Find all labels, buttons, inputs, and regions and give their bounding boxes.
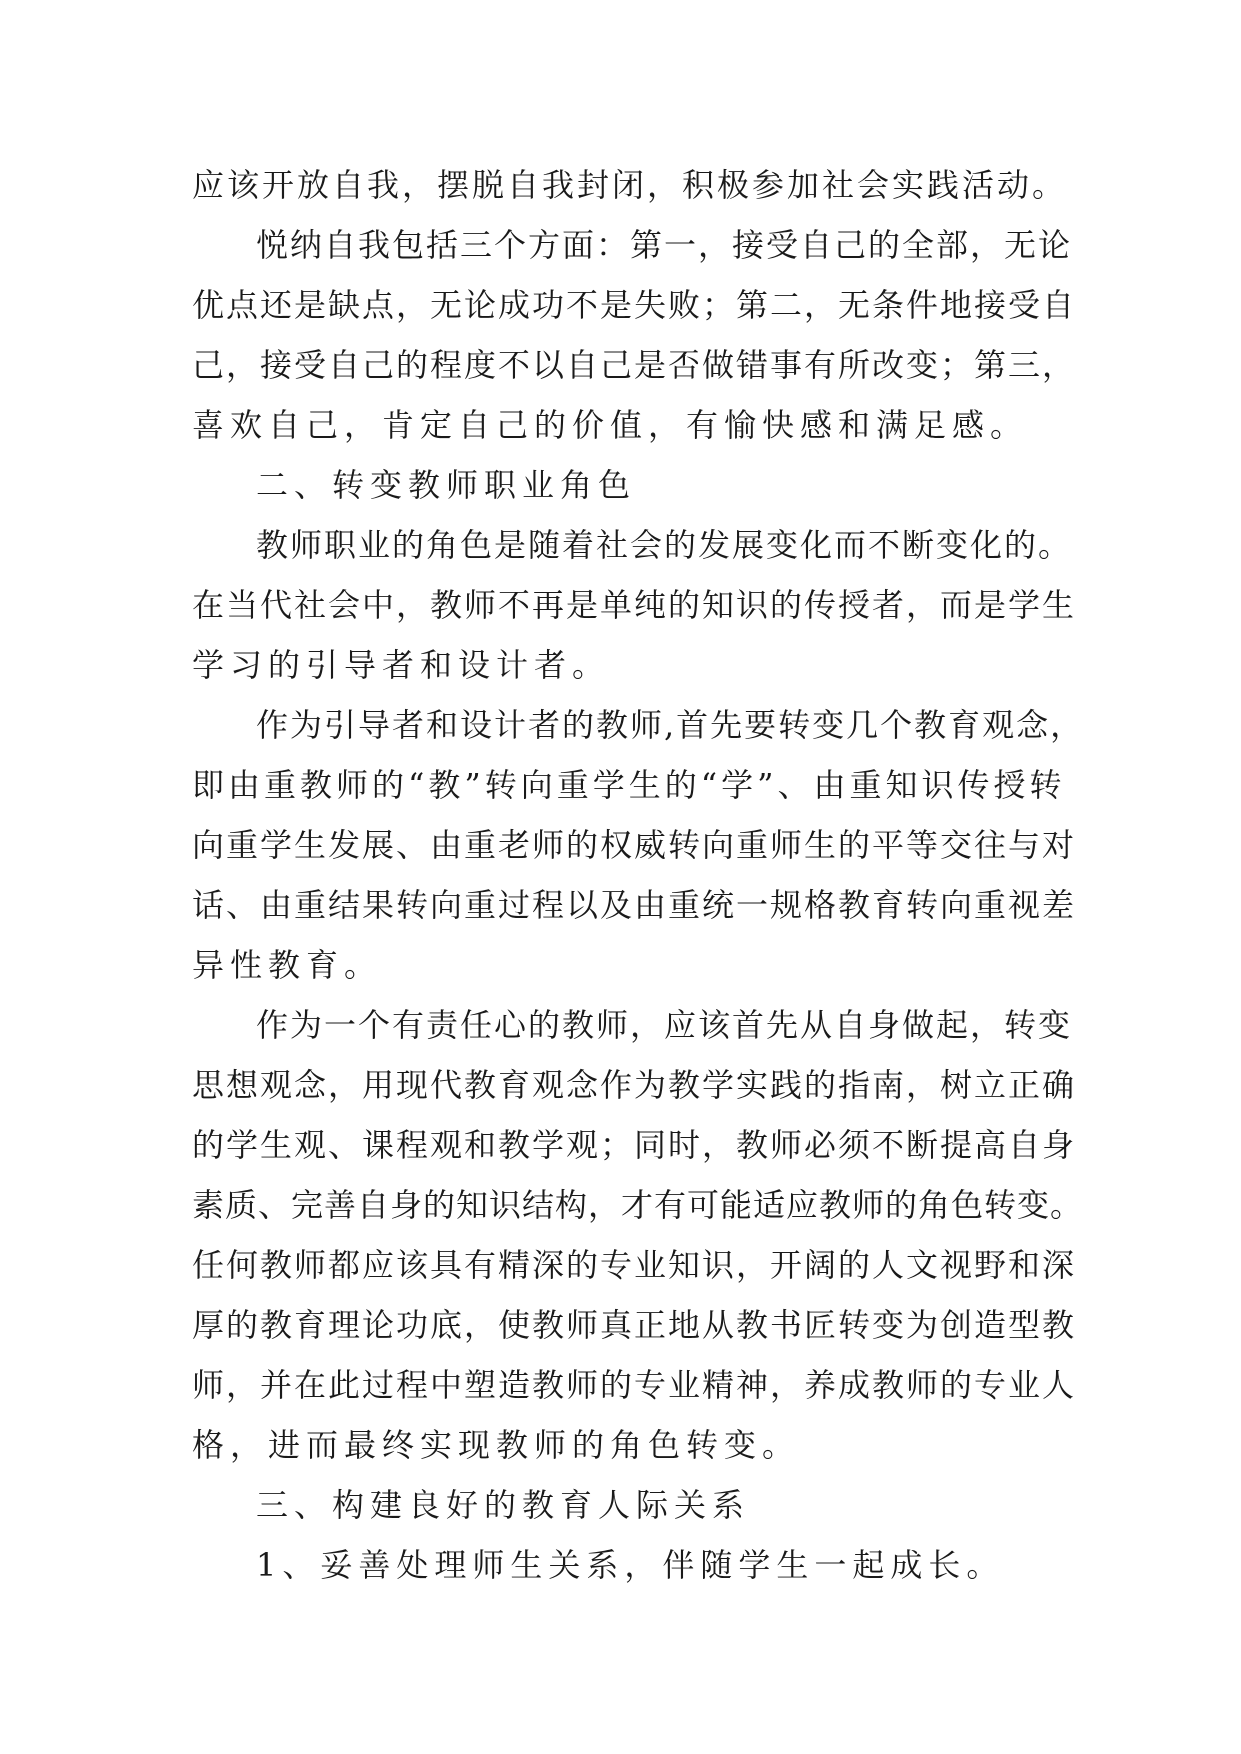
text-line: 向重学生发展、由重老师的权威转向重师生的平等交往与对 <box>192 826 1077 864</box>
text-line: 师，并在此过程中塑造教师的专业精神，养成教师的专业人 <box>192 1366 1077 1404</box>
text-line: 异性教育。 <box>192 946 383 984</box>
text-line: 的学生观、课程观和教学观；同时，教师必须不断提高自身 <box>192 1126 1077 1164</box>
text-line: 任何教师都应该具有精深的专业知识，开阔的人文视野和深 <box>192 1246 1077 1284</box>
section-heading: 三、构建良好的教育人际关系 <box>256 1486 751 1524</box>
text-line: 优点还是缺点，无论成功不是失败；第二，无条件地接受自 <box>192 286 1077 324</box>
text-line: 素质、完善自身的知识结构，才有可能适应教师的角色转变。 <box>192 1186 1084 1224</box>
text-line: 格，进而最终实现教师的角色转变。 <box>192 1426 801 1464</box>
text-line: 在当代社会中，教师不再是单纯的知识的传授者，而是学生 <box>192 586 1077 624</box>
paragraph-start-line: 作为引导者和设计者的教师,首先要转变几个教育观念， <box>256 706 1085 744</box>
text-line: 思想观念，用现代教育观念作为教学实践的指南，树立正确 <box>192 1066 1077 1104</box>
section-heading: 二、转变教师职业角色 <box>256 466 637 504</box>
subsection-heading: 1、妥善处理师生关系，伴随学生一起成长。 <box>256 1546 1005 1584</box>
paragraph-start-line: 悦纳自我包括三个方面：第一，接受自己的全部，无论 <box>256 226 1073 264</box>
text-line: 厚的教育理论功底，使教师真正地从教书匠转变为创造型教 <box>192 1306 1077 1344</box>
text-line: 即由重教师的“教”转向重学生的“学”、由重知识传授转 <box>192 766 1066 804</box>
text-line: 应该开放自我，摆脱自我封闭，积极参加社会实践活动。 <box>192 166 1068 204</box>
text-line: 话、由重结果转向重过程以及由重统一规格教育转向重视差 <box>192 886 1077 924</box>
text-line: 喜欢自己，肯定自己的价值，有愉快感和满足感。 <box>192 406 1029 444</box>
text-line: 学习的引导者和设计者。 <box>192 646 611 684</box>
paragraph-start-line: 作为一个有责任心的教师，应该首先从自身做起，转变 <box>256 1006 1073 1044</box>
paragraph-start-line: 教师职业的角色是随着社会的发展变化而不断变化的。 <box>256 526 1073 564</box>
text-line: 己，接受自己的程度不以自己是否做错事有所改变；第三， <box>192 346 1077 384</box>
